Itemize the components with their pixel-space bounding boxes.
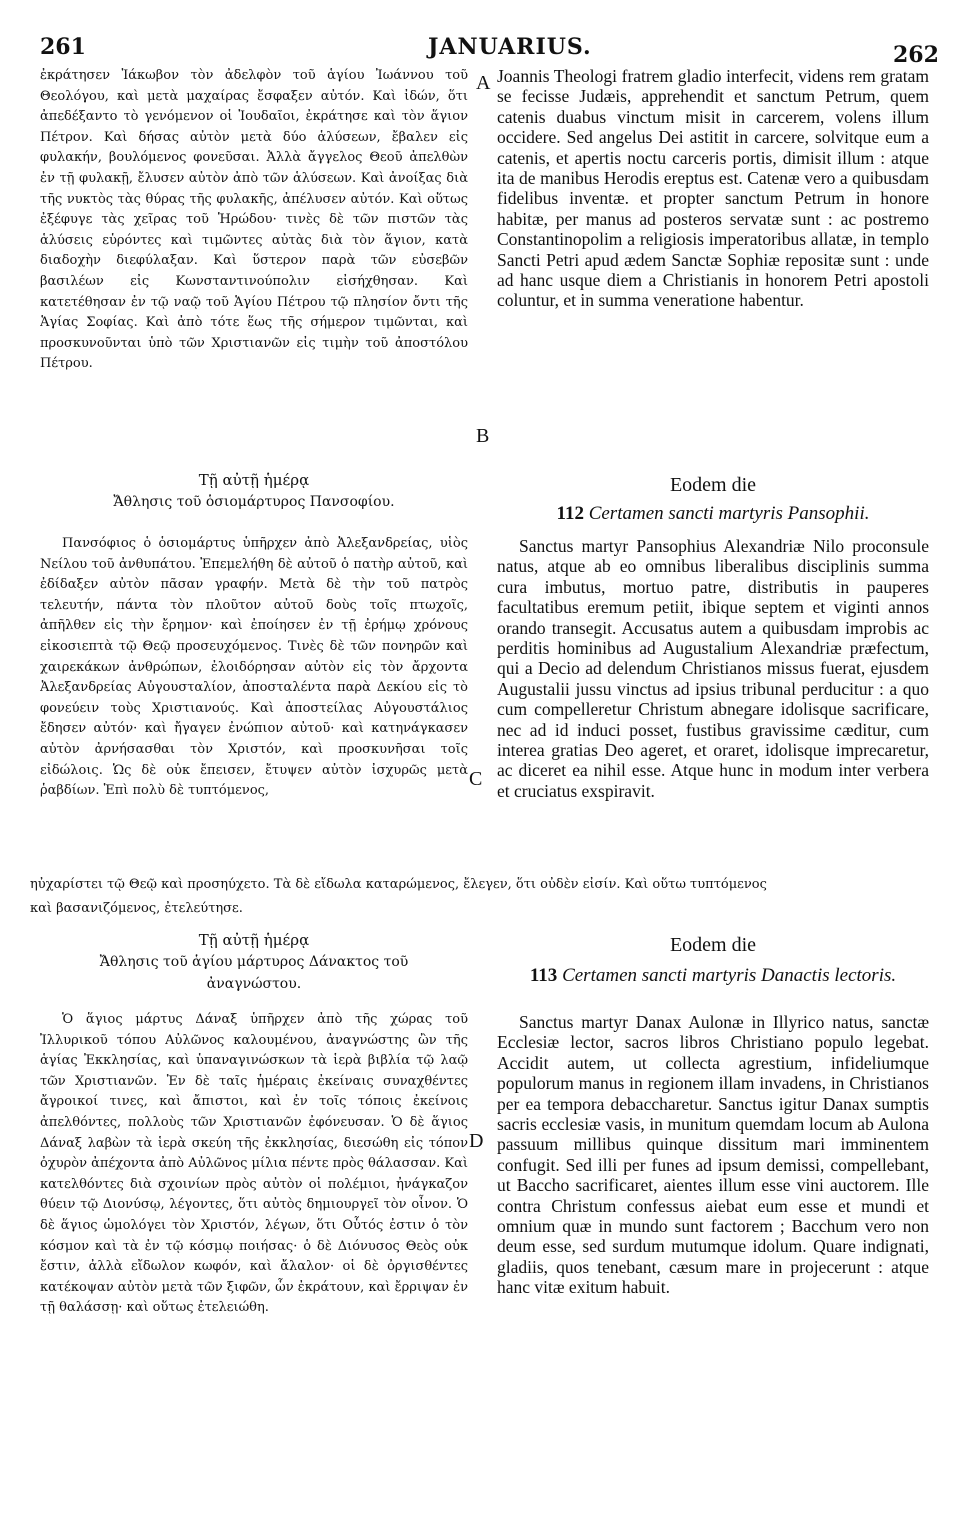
section3-latin-title: Certamen sancti martyris Danactis lectoris. — [562, 965, 897, 986]
section2-latin-title-line — [497, 503, 929, 525]
page-number-left: 261 — [40, 34, 86, 60]
section2-greek-full-width-line-2: καὶ βασανιζόμενος, ἐτελεύτησε. — [30, 901, 243, 916]
section3-latin-text: Sanctus martyr Danax Aulonæ in Illyrico natus, sanctæ Ecclesiæ lector, sacros libros Christiano populo legebat. Accidit autem, ut collecta agrestium, infideliumque populorum manus in regionem illam invadens, in Christianos per ea tempora debaccharetur. Sanctus igitur Danax sumptis sacris ecclesiæ vasis, in munitum quemdam locum ab Aulona passuum millibus quinque dissitum mari imminentem confugit. Sed illi per funes ad ipsum demissi, compellebant, ut Baccho sacrificaret, aientes illum esse vini auctorem. Ille contra Christum confessus aiebat eum esse et mundi et omnium quæ in mundo sunt factorem ; Bacchum vero non deum esse, sed surdum mutumque idolum. Quare indignati, gladiis, quos tenebant, cæsum mare in projecerunt : atque hanc vitæ exitum habuit. — [497, 1012, 929, 1298]
section2-greek-title: Ἄθλησις τοῦ ὁσιομάρτυρος Πανσοφίου. — [113, 493, 395, 510]
section1-latin-text: Joannis Theologi fratrem gladio interfecit, videns rem gratam se fecisse Judæis, apprehendit et sanctum Petrum, quem catenis duabus vinctum misit in carcerem, volens illum occidere. Sed angelus Dei astitit in carcere, solvitque eum a catenis, et apertis noctu carceris portis, dimisit illum : atque ita de manibus Herodis ereptus est. Catenæ vero a quibusdam fidelibus inventæ. et propter sanctum Petrum in honore habitæ, per manus ad posteros servatæ sunt : ac postremo Constantinopolim a religiosis imperatoribus allatæ, in templo Sancti Petri apud ædem Sanctæ Sophiæ repositæ sunt : unde ad hanc usque diem a Christianis in honorem Petri apostoli coluntur, et in summa veneratione habentur. — [497, 66, 929, 311]
section3-greek-heading — [40, 930, 468, 1006]
section2-latin-column — [497, 536, 929, 866]
page-number-right: 262 — [893, 42, 939, 68]
margin-mark-b: B — [476, 425, 490, 447]
section3-latin-heading — [497, 934, 929, 994]
section3-greek-title: Ἄθλησις τοῦ ἁγίου μάρτυρος Δάνακτος τοῦ ἀναγνώστου. — [99, 953, 409, 992]
section2-latin-number: 112 — [556, 503, 584, 524]
section1-greek-text: ἐκράτησεν Ἰάκωβον τὸν ἀδελφὸν τοῦ ἁγίου Ἰωάννου τοῦ Θεολόγου, καὶ μετὰ μαχαίρας ἔσφαξεν αὐτόν. Καὶ ἰδών, ὅτι ἀπεδέξαντο τὸ γενόμενον οἱ Ἰουδαῖοι, ἐκράτησε καὶ τὸν ἅγιον Πέτρον. Καὶ δήσας αὐτὸν μετὰ δύο ἁλύσεων, ἔβαλεν εἰς φυλακήν, βουλόμενος φονεῦσαι. Ἀλλὰ ἄγγελος Θεοῦ ἀπελθὼν ἐν τῇ φυλακῇ, ἔλυσεν αὐτὸν ἀπὸ τῶν ἁλύσεων. Καὶ ἀνοίξας διὰ τῆς νυκτὸς τὰς θύρας τῆς φυλακῆς, ἀπέλυσεν αὐτόν. Καὶ οὕτως ἐξέφυγε τὰς χεῖρας τοῦ Ἡρώδου· τινὲς δὲ τῶν πιστῶν τὰς ἁλύσεις εὑρόντες καὶ τιμῶντες αὐτὰς διὰ τὸν ἅγιον, κατὰ διαδοχὴν διεφύλαξαν. Καὶ ὕστερον παρὰ τῶν εὐσεβῶν βασιλέων εἰς Κωνσταντινούπολιν εἰσήχθησαν. Καὶ κατετέθησαν ἐν τῷ ναῷ τοῦ Ἁγίου Πέτρου τῷ πλησίον ὄντι τῆς Ἁγίας Σοφίας. Καὶ ἀπὸ τότε ἕως τῆς σήμερον τιμῶνται, καὶ προσκυνοῦνται ὑπὸ τῶν Χριστιανῶν εἰς τιμὴν τοῦ ἀποστόλου Πέτρου. — [40, 68, 468, 372]
section2-greek-column — [40, 534, 468, 864]
section3-greek-day: Τῇ αὐτῇ ἡμέρᾳ — [198, 931, 310, 949]
section2-latin-heading — [497, 474, 929, 534]
section2-latin-text: Sanctus martyr Pansophius Alexandriæ Nilo proconsule natus, atque ab eo omnibus liberalibus disciplinis summa cura imbutus, mortuo patre, distributis in pauperes facultatibus eremum petiit, ibique septem et viginti annos orando transegit. Accusatus autem a quibusdam improbis ac perditis hominibus ad Augustalium Alexandriæ præfectum, qui a Decio ad delendum Christianos missus fuerat, ejusdem Augustalii jussu vinctus ad ipsius tribunal perducitur : a quo cum compelleretur Christum abnegare idolisque sacrificare, nec ad id induci posset, fustibus gravissime cæditur, cum interea gratias Deo ageret, et oraret, idolisque imprecaretur, ac diceret ea nihil esse. Atque hunc in modum inter verbera et cruciatus exspiravit. — [497, 536, 929, 801]
section2-greek-text: Πανσόφιος ὁ ὁσιομάρτυς ὑπῆρχεν ἀπὸ Ἀλεξανδρείας, υἱὸς Νείλου τοῦ ἀνθυπάτου. Ἐπεμελήθη δὲ αὐτοῦ ὁ πατὴρ αὐτοῦ, καὶ ἐδίδαξεν αὐτὸν πᾶσαν γραφήν. Μετὰ δὲ τὴν τοῦ πατρὸς τελευτήν, πάντα τὸν πλοῦτον αὐτοῦ δοὺς τοῖς πτωχοῖς, ἀπῆλθεν εἰς τὴν ἔρημον· καὶ ἐποίησεν ἐν τῇ ἐρήμῳ χρόνους εἰκοσιεπτὰ τῷ Θεῷ προσευχόμενος. Τινὲς δὲ τῶν πονηρῶν καὶ χαιρεκάκων ἀνθρώπων, ἐλοιδόρησαν αὐτὸν εἰς τὸν ἄρχοντα Ἀλεξανδρείας Αὐγουσταλίον, ἀποσταλέντα παρὰ Δεκίου εἰς τὸ φονεύειν τοὺς Χριστιανούς. Καὶ ἀποστείλας Αὐγουστάλιος ἔδησεν αὐτόν· καὶ ἤγαγεν ἐνώπιον αὐτοῦ· καὶ κατηνάγκασεν αὐτὸν ἀρνήσασθαι τὸν Χριστόν, καὶ προσκυνῆσαι τοῖς εἰδώλοις. Ὡς δὲ οὐκ ἔπεισεν, ἔτυψεν αὐτὸν ἰσχυρῶς μετὰ ῥαβδίων. Ἐπὶ πολὺ δὲ τυπτόμενος, — [40, 536, 468, 799]
section2-greek-heading — [40, 470, 468, 522]
section2-latin-title: Certamen sancti martyris Pansophii. — [588, 503, 870, 524]
margin-mark-c: C — [469, 768, 483, 790]
section3-latin-column — [497, 1012, 929, 1392]
section1-greek-column — [40, 66, 468, 466]
section2-greek-full-width-line-1: ηὐχαρίστει τῷ Θεῷ καὶ προσηύχετο. Τὰ δὲ εἴδωλα καταρώμενος, ἔλεγεν, ὅτι οὐδὲν εἰσίν. Καὶ οὕτω τυπτόμενος — [30, 877, 767, 892]
running-title: JANUARIUS. — [428, 34, 592, 60]
section3-latin-number: 113 — [529, 965, 558, 986]
margin-mark-d: D — [469, 1130, 484, 1152]
section2-greek-day: Τῇ αὐτῇ ἡμέρᾳ — [198, 471, 310, 489]
section3-latin-title-line — [497, 965, 929, 987]
section3-greek-text: Ὁ ἅγιος μάρτυς Δάναξ ὑπῆρχεν ἀπὸ τῆς χώρας τοῦ Ἰλλυρικοῦ τόπου Αὐλῶνος καλουμένου, ἀναγνώστης ὢν τῆς ἁγίας Ἐκκλησίας, καὶ ὑπαναγινώσκων τὰ ἱερὰ βιβλία τῷ λαῷ τῶν Χριστιανῶν. Ἐν δὲ ταῖς ἡμέραις ἐκείναις συναχθέντες ἄγροικοί τινες, καὶ ἄπιστοι, καὶ ἐν τοῖς τόποις ἐκείνοις ἀπελθόντες, πολλοὺς τῶν Χριστιανῶν ἐφόνευσαν. Ὁ δὲ ἅγιος Δάναξ λαβὼν τὰ ἱερὰ σκεύη τῆς ἐκκλησίας, διεσώθη εἰς τόπον ὀχυρὸν ἀπέχοντα ἀπὸ Αὐλῶνος μίλια πέντε πρὸς θάλασσαν. Καὶ κατελθόντες διὰ σχοινίων πρὸς αὐτὸν οἱ πολέμιοι, ἠνάγκαζον θύειν τῷ Διονύσῳ, λέγοντες, ὅτι αὐτὸς δημιουργεῖ τὸν οἶνον. Ὁ δὲ ἅγιος ὡμολόγει τὸν Χριστόν, λέγων, ὅτι Οὗτός ἐστιν ὁ τὸν κόσμον καὶ τὰ ἐν τῷ κόσμῳ ποιήσας· ὁ δὲ Διόνυσος Θεὸς οὐκ ἔστιν, ἀλλὰ εἴδωλον κωφόν, καὶ ἄλαλον· οἱ δὲ ὀργισθέντες κατέκοψαν αὐτὸν μετὰ τῶν ξιφῶν, ὧν ἐκράτουν, καὶ ἔρριψαν ἐν τῇ θαλάσσῃ· καὶ οὕτως ἐτελειώθη. — [40, 1012, 468, 1316]
section3-latin-day: Eodem die — [669, 934, 757, 956]
section3-greek-column — [40, 1010, 468, 1430]
margin-mark-a: A — [476, 72, 491, 94]
section2-latin-day: Eodem die — [669, 474, 757, 496]
section1-latin-column — [497, 66, 929, 396]
page-header — [0, 20, 968, 68]
